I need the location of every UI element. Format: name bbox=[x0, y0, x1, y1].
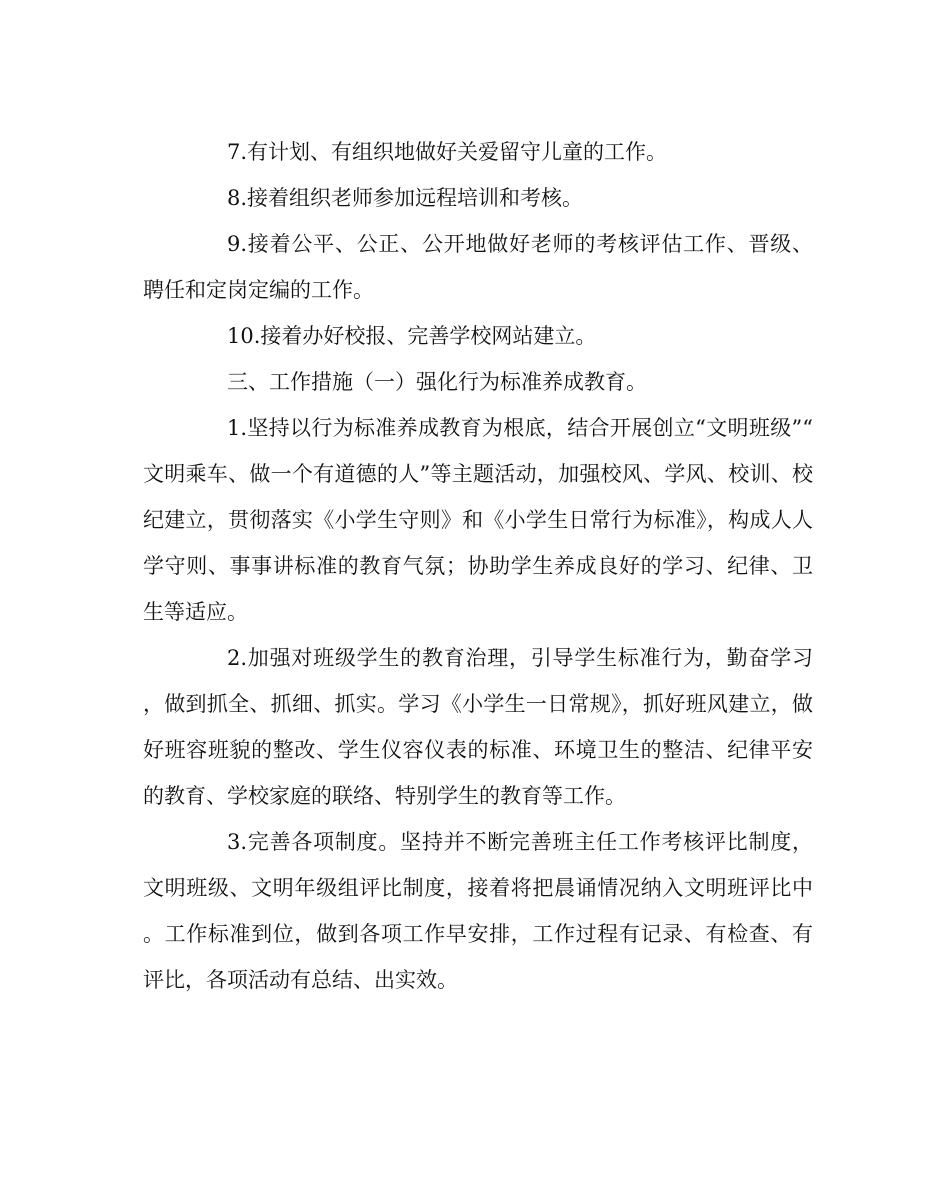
document-body bbox=[143, 129, 813, 1003]
measure-item-1: 1.坚持以行为标准养成教育为根底，结合开展创立“文明班级”“文明乘车、做一个有道德的人”等主题活动，加强校风、学风、校训、校纪建立，贯彻落实《小学生守则》和《小学生日常行为标准》，构成人人学守则、事事讲标准的教育气氛；协助学生养成良好的学习、纪律、卫生等适应。 bbox=[143, 416, 813, 624]
measure-item-2: 2.加强对班级学生的教育治理，引导学生标准行为，勤奋学习，做到抓全、抓细、抓实。学习《小学生一日常规》，抓好班风建立，做好班容班貌的整改、学生仪容仪表的标准、环境卫生的整洁、纪律平安的教育、学校家庭的联络、特别学生的教育等工作。 bbox=[143, 646, 813, 808]
paragraph-item-7: 7.有计划、有组织地做好关爱留守儿童的工作。 bbox=[227, 140, 668, 164]
paragraph-item-10: 10.接着办好校报、完善学校网站建立。 bbox=[227, 324, 597, 348]
section-heading-work-measures: 三、工作措施（一）强化行为标准养成教育。 bbox=[227, 370, 647, 394]
paragraph-item-8: 8.接着组织老师参加远程培训和考核。 bbox=[227, 186, 584, 210]
measure-item-3: 3.完善各项制度。坚持并不断完善班主任工作考核评比制度，文明班级、文明年级组评比制度，接着将把晨诵情况纳入文明班评比中。工作标准到位，做到各项工作早安排，工作过程有记录、有检查、有评比，各项活动有总结、出实效。 bbox=[143, 830, 813, 992]
paragraph-item-9: 9.接着公平、公正、公开地做好老师的考核评估工作、晋级、聘任和定岗定编的工作。 bbox=[143, 232, 813, 302]
